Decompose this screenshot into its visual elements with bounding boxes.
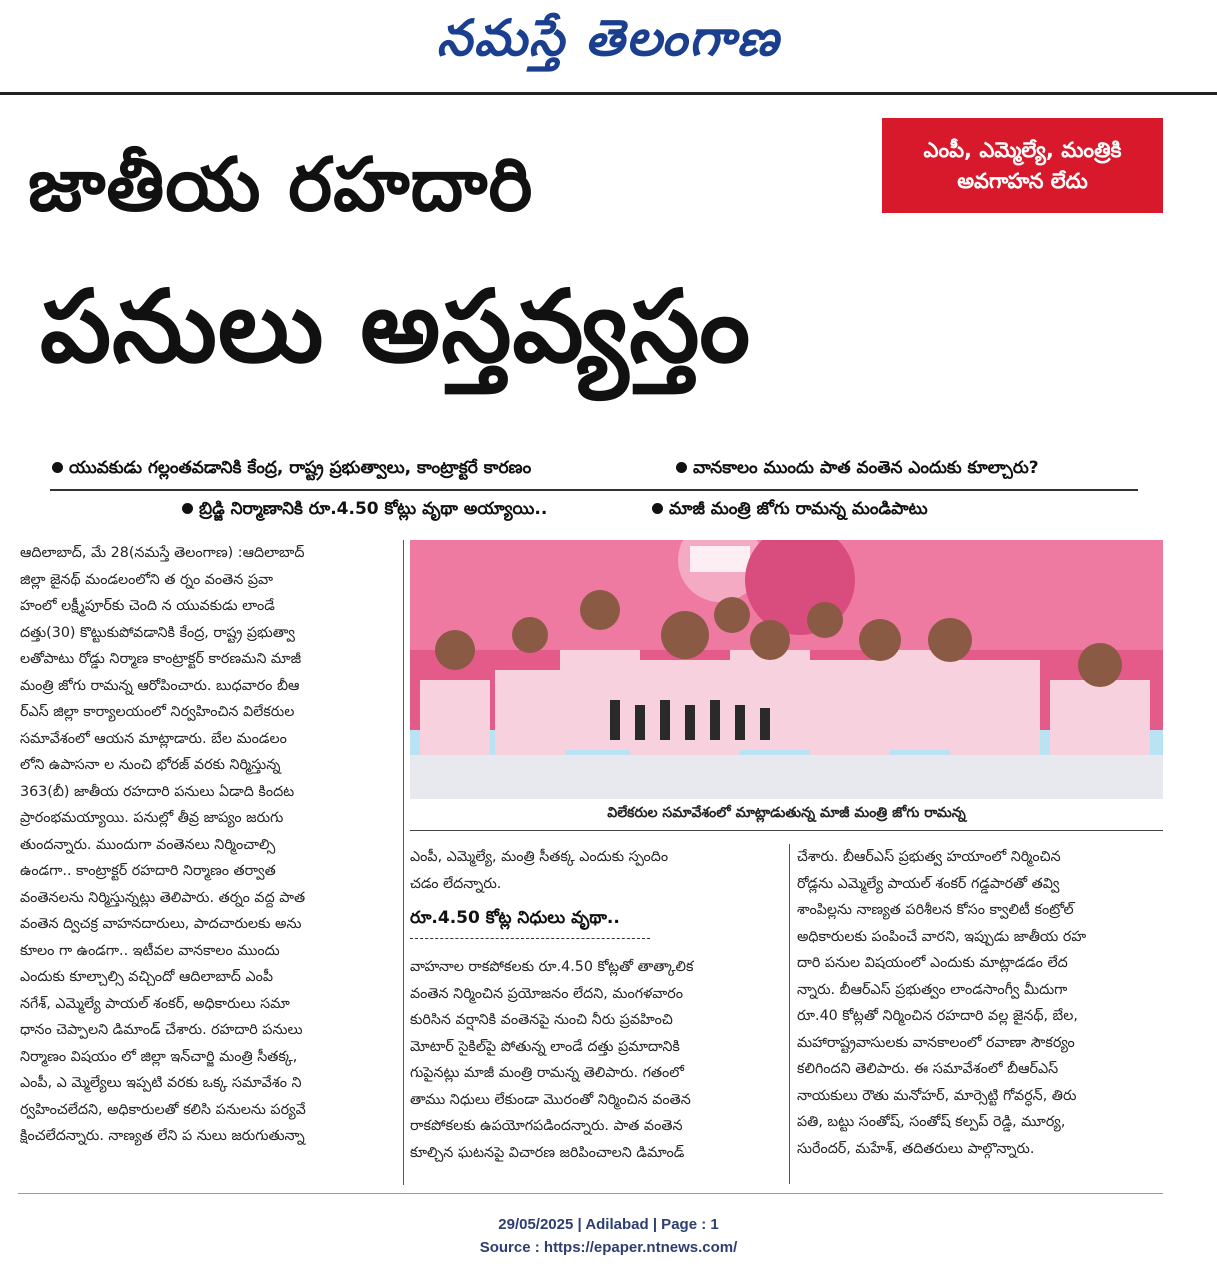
article-line: చేశారు. బీఆర్‌ఎస్ ప్రభుత్వ హయాంలో నిర్మించిన: [797, 849, 1061, 865]
article-line: లతోపాటు రోడ్డు నిర్మాణ కాంట్రాక్టర్ కారణమని మాజీ: [20, 651, 302, 667]
article-line: వంతెనలను నిర్మిస్తున్నట్లు తెలిపారు. తర్నం వద్ద పాత: [20, 889, 306, 906]
footer: [0, 1213, 1217, 1259]
footer-date-edition: 29/05/2025 | Adilabad | Page : 1: [498, 1216, 719, 1233]
article-line: రోడ్లను ఎమ్మెల్యే పాయల్ శంకర్ గడ్డపారతో తవ్వి: [797, 875, 1060, 892]
article-line: శాంపిల్లను నాణ్యత పరిశీలన కోసం క్వాలిటీ కంట్రోల్: [797, 902, 1074, 918]
bullet-4: [652, 499, 928, 523]
article-line: కూలం గా ఉండగా.. ఇటీవల వానకాలం ముందు: [20, 942, 280, 959]
article-line: కలిగిందని తెలిపారు. ఈ సమావేశంలో బీఆర్‌ఎస్: [797, 1061, 1059, 1077]
article-line: గుపైనట్లు మాజీ మంత్రి రామన్న తెలిపారు. గతంలో: [410, 1065, 685, 1081]
article-line: ఉండగా.. కాంట్రాక్టర్ రహదారి నిర్మాణం తర్వాత: [20, 863, 276, 879]
article-column-1: [20, 540, 395, 1150]
article-line: మహారాష్ట్రవాసులకు వానకాలంలో రవాణా సౌకర్యం: [797, 1034, 1075, 1051]
article-line: ర్‌ఎస్ జిల్లా కార్యాలయంలో నిర్వహించిన విలేకరుల: [20, 704, 295, 720]
highlight-line2: అవగాహన లేదు: [957, 168, 1088, 193]
article-line: వంతెన నిర్మించిన ప్రయోజనం లేదని, మంగళవారం: [410, 985, 684, 1002]
article-line: మోటార్ సైకిల్‌పై పోతున్న లాండే దత్తు ప్రమాదానికి: [410, 1038, 680, 1055]
article-line: మంత్రి జోగు రామన్న ఆరోపించారు. బుధవారం బీఆ: [20, 677, 300, 694]
bullet-divider: [50, 489, 1138, 491]
bullet-1-text: యువకుడు గల్లంతవడానికి కేంద్ర, రాష్ట్ర ప్రభుత్వాలు, కాంట్రాక్టరే కారణం: [69, 458, 532, 478]
article-line: క్షించలేదన్నారు. నాణ్యత లేని ప నులు జరుగుతున్నా: [20, 1128, 305, 1144]
article-line: వంతెన ద్విచక్ర వాహనదారులు, పాదచారులకు అను: [20, 916, 302, 932]
press-meet-illustration: [410, 540, 1163, 799]
article-line: ఎంపీ, ఎ మ్మెల్యేలు ఇప్పటి వరకు ఒక్క సమావేశం ని: [20, 1075, 302, 1091]
bullet-2-text: వానకాలం ముందు పాత వంతెన ఎందుకు కూల్చారు?: [693, 458, 1039, 478]
bullet-3: [182, 499, 547, 523]
article-line: వాహనాల రాకపోకలకు రూ.4.50 కోట్లతో తాత్కాలిక: [410, 959, 694, 975]
article-line: దారి పనుల విషయంలో ఎందుకు మాట్లాడడం లేద: [797, 955, 1068, 971]
article-line: హంలో లక్ష్మీపూర్‌కు చెంది న యువకుడు లాండే: [20, 598, 275, 614]
press-meet-photo: [410, 540, 1163, 799]
article-line: సమావేశంలో ఆయన మాట్లాడారు. బేల మండలం: [20, 730, 287, 747]
highlight-box: [882, 118, 1163, 213]
article-line: పతి, బట్టు సంతోష్, సంతోష్ కల్పప్ రెడ్డి, మూర్య,: [797, 1114, 1066, 1130]
article-line: తుందన్నారు. ముందుగా వంతెనలు నిర్మించాల్సి: [20, 836, 276, 853]
article-line: ధానం చెప్పాలని డిమాండ్ చేశారు. రహదారి పనులు: [20, 1022, 303, 1038]
bullet-1: [52, 458, 531, 482]
bottom-rule: [18, 1193, 1163, 1194]
subheading: రూ.4.50 కోట్ల నిధులు వృథా..: [410, 908, 620, 928]
article-line: 363(బీ) జాతీయ రహదారి పనులు ఏడాది కిందట: [20, 783, 295, 800]
article-line: ఎంపీ, ఎమ్మెల్యే, మంత్రి సీతక్క ఎందుకు స్పందిం: [410, 849, 669, 865]
bullet-2: [676, 458, 1039, 482]
article-line: ఎందుకు కూల్చాల్సి వచ్చిందో ఆదిలాబాద్ ఎంపీ: [20, 969, 274, 985]
article-line: నాయకులు రౌతు మనోహర్, మార్సెట్టి గోవర్ధన్, తిరు: [797, 1087, 1077, 1104]
photo-caption: విలేకరుల సమావేశంలో మాట్లాడుతున్న మాజీ మంత్రి జోగు రామన్న: [607, 805, 966, 821]
article-column-3: [797, 844, 1163, 1162]
article-column-2-bottom: [410, 954, 780, 1166]
bullet-dot-icon: [52, 462, 63, 473]
article-line: జిల్లా జైనథ్ మండలంలోని త ర్నం వంతెన ప్రవా: [20, 571, 274, 588]
top-rule: [0, 92, 1217, 95]
masthead-logo: నమస్తే తెలంగాణ: [436, 8, 781, 67]
article-line: రాకపోకలకు ఉపయోగపడిందన్నారు. పాత వంతెన: [410, 1118, 683, 1134]
column-divider: [403, 540, 404, 1185]
subheading-rule: [410, 938, 650, 939]
article-line: రూ.40 కోట్లతో నిర్మించిన రహదారి వల్ల జైనథ్, బేల,: [797, 1008, 1078, 1024]
article-line: కూల్చిన ఘటనపై విచారణ జరిపించాలని డిమాండ్: [410, 1144, 685, 1161]
headline-line2: పనులు అస్తవ్యస్తం: [40, 268, 752, 385]
bullet-dot-icon: [652, 503, 663, 514]
headline-line1: జాతీయ రహదారి: [28, 142, 534, 228]
article-line: ర్వహించలేదని, అధికారులతో కలిసి పనులను పర్యవే: [20, 1101, 306, 1118]
bullet-3-text: బ్రిడ్జి నిర్మాణానికి రూ.4.50 కోట్లు వృథా అయ్యాయి..: [199, 499, 548, 519]
caption-rule: [410, 830, 1163, 831]
article-line: కురిసిన వర్షానికి వంతెనపై నుంచి నీరు ప్రవహించి: [410, 1012, 673, 1028]
article-line: తాము నిధులు లేకుండా మొరంతో నిర్మించిన వంతెన: [410, 1091, 691, 1108]
bullet-4-text: మాజీ మంత్రి జోగు రామన్న మండిపాటు: [669, 499, 928, 519]
column-divider: [789, 844, 790, 1184]
article-line: నగేశ్, ఎమ్మెల్యే పాయల్ శంకర్, అధికారులు సమా: [20, 995, 290, 1012]
bullet-dot-icon: [182, 503, 193, 514]
article-column-2-top: [410, 844, 780, 897]
article-line: న్నారు. బీఆర్‌ఎస్ ప్రభుత్వం లాండసాంగ్వీ మీదుగా: [797, 981, 1068, 998]
footer-source: Source : https://epaper.ntnews.com/: [479, 1239, 738, 1256]
bullet-dot-icon: [676, 462, 687, 473]
article-line: లోని ఉపాసనా ల నుంచి భోరజ్ వరకు నిర్మిస్తున్న: [20, 757, 281, 773]
article-line: ప్రారంభమయ్యాయి. పనుల్లో తీవ్ర జాప్యం జరుగు: [20, 810, 284, 826]
highlight-line1: ఎంపీ, ఎమ్మెల్యే, మంత్రికి: [923, 138, 1122, 163]
article-line: సురేందర్, మహేశ్, తదితరులు పాల్గొన్నారు.: [797, 1140, 1035, 1157]
article-line: చడం లేదన్నారు.: [410, 875, 502, 892]
article-line: అధికారులకు పంపించే వారని, ఇప్పుడు జాతీయ రహ: [797, 928, 1087, 945]
article-line: దత్తు(30) కొట్టుకుపోవడానికి కేంద్ర, రాష్ట్ర ప్రభుత్వా: [20, 624, 295, 641]
article-line: ఆదిలాబాద్, మే 28(నమస్తే తెలంగాణ) :ఆదిలాబాద్: [20, 545, 305, 561]
article-line: నిర్మాణం విషయం లో జిల్లా ఇన్‌చార్జి మంత్రి సీతక్క,: [20, 1048, 298, 1065]
